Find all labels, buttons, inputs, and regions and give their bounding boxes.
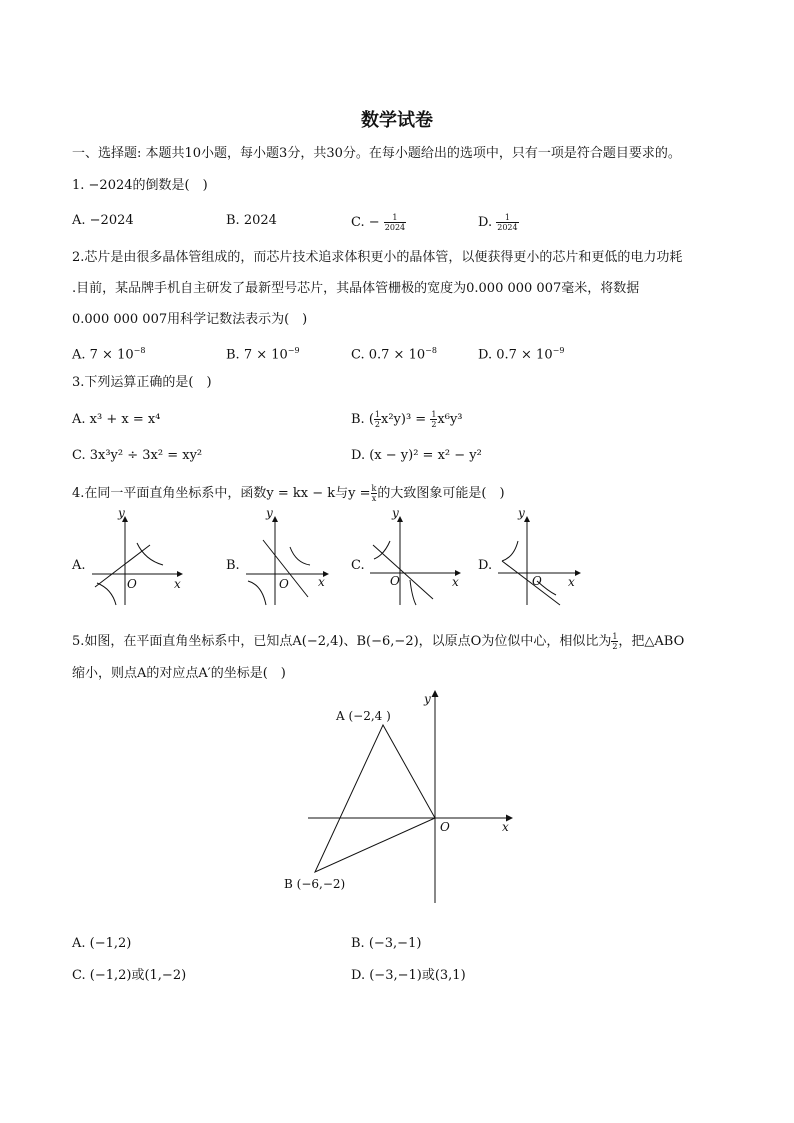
q5-figure (280, 685, 530, 910)
q5-label-a: A (−2,4 ) (336, 709, 391, 723)
q5-triangle-abo (315, 725, 435, 872)
q4-stem: 4.在同一平面直角坐标系中，函数y = kx − k与y = $\frac{k}{x}$ 的大致图象可能是( ) (72, 484, 505, 503)
q4-graph-a (71, 506, 182, 605)
q4-option-a-label: A. (72, 558, 86, 573)
q5-option-d: D. (−3,−1)或(3,1) (351, 968, 466, 983)
section-heading: 一、选择题: 本题共10小题，每小题3分，共30分。在每小题给出的选项中，只有一项是符合题目要求的。 (72, 146, 681, 161)
q3-option-a: A. x³ + x = x⁴ (72, 412, 161, 427)
q2-option-d: D. $0.7 \times 10^{-9}$ (478, 346, 565, 363)
svg-text:O: O (390, 574, 400, 588)
q2-line3: 0.000 000 007用科学记数法表示为( ) (72, 312, 308, 327)
q5-label-x: x (502, 820, 509, 834)
q4-option-d-label: D. (478, 558, 493, 573)
q5-label-y: y (424, 692, 431, 706)
q3-stem: 3.下列运算正确的是( ) (72, 375, 212, 390)
svg-text:O: O (279, 577, 289, 591)
q1-option-c-fraction: $\frac{1}{2024}$ (384, 213, 406, 232)
q5-option-b: B. (−3,−1) (351, 936, 422, 951)
q2-option-b: B. $7 \times 10^{-9}$ (226, 346, 300, 363)
q1-stem: 1. −2024的倒数是( ) (72, 178, 208, 193)
svg-text:x: x (452, 575, 459, 589)
q5-option-a: A. (−1,2) (72, 936, 132, 951)
q4-option-c-label: C. (351, 558, 365, 573)
q5-line1: 5.如图，在平面直角坐标系中，已知点A(−2,4)、B(−6,−2)，以原点O为位似中心，相似比为 $\frac{1}{2}$ ，把△ABO (72, 632, 685, 651)
svg-text:y: y (118, 506, 125, 520)
q3-option-c: C. 3x³y² ÷ 3x² = xy² (72, 448, 203, 463)
page-title: 数学试卷 (361, 110, 433, 131)
svg-text:x: x (568, 575, 575, 589)
q1-option-a: A. −2024 (72, 213, 134, 228)
svg-text:x: x (174, 577, 181, 591)
q2-option-c: C. $0.7 \times 10^{-8}$ (351, 346, 437, 363)
svg-text:O: O (127, 577, 137, 591)
q5-label-b: B (−6,−2) (284, 877, 346, 891)
q1-option-c: C. − $\frac{1}{2024}$ (351, 213, 406, 232)
q2-line2: .目前，某品牌手机自主研发了最新型号芯片，其晶体管栅极的宽度为0.000 000 007毫米，将数据 (72, 281, 640, 296)
svg-text:y: y (392, 506, 399, 520)
q1-option-b: B. 2024 (226, 213, 277, 228)
q3-option-b: B. ( $\frac{1}{2}$ x²y)³ = $\frac{1}{2}$ x⁶y³ (351, 410, 463, 429)
q5-label-o: O (440, 820, 450, 834)
q3-option-d: D. (x − y)² = x² − y² (351, 448, 482, 463)
q1-option-d-fraction: $\frac{1}{2024}$ (497, 213, 518, 232)
svg-text:x: x (318, 575, 325, 589)
q5-line2: 缩小，则点A的对应点A′的坐标是( ) (72, 666, 286, 681)
q4-graph-c (351, 506, 460, 605)
q2-line1: 2.芯片是由很多晶体管组成的，而芯片技术追求体积更小的晶体管，以便获得更小的芯片和更低的电力功耗 (72, 250, 683, 265)
q4-option-b-label: B. (226, 558, 240, 573)
q2-option-a: A. $7 \times 10^{-8}$ (72, 346, 146, 363)
q4-option-graphs (0, 505, 794, 615)
q5-option-c: C. (−1,2)或(1,−2) (72, 968, 187, 983)
svg-text:O: O (532, 574, 542, 588)
svg-text:y: y (266, 506, 273, 520)
q4-graph-d (478, 506, 580, 605)
q1-option-d: D. $\frac{1}{2024}$ (478, 213, 518, 232)
svg-text:y: y (518, 506, 525, 520)
q4-graph-b (226, 506, 328, 605)
